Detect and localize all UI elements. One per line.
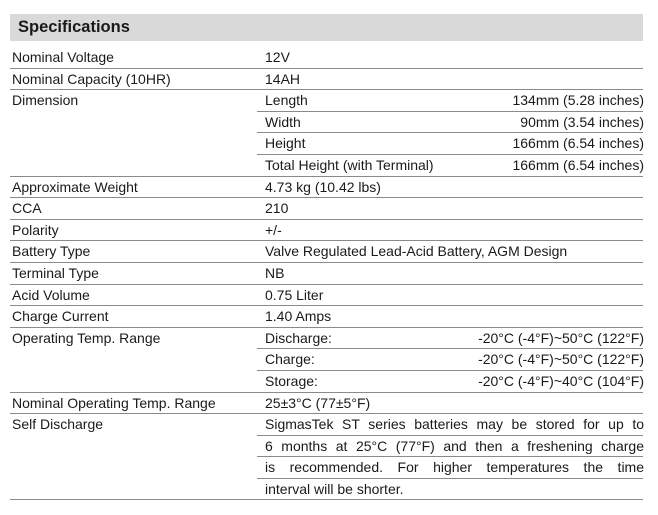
spec-value: 14AH bbox=[265, 70, 301, 87]
spec-row bbox=[0, 285, 658, 307]
spec-value: 210 bbox=[265, 200, 289, 217]
spec-text: SigmasTek ST series batteries may be stored for up to bbox=[265, 416, 644, 433]
spec-row bbox=[0, 414, 658, 436]
spec-label: Terminal Type bbox=[12, 264, 99, 281]
spec-value: 4.73 kg (10.42 lbs) bbox=[265, 178, 381, 195]
spec-row bbox=[0, 47, 658, 69]
spec-value: 25±3°C (77±5°F) bbox=[265, 394, 371, 411]
section-header bbox=[10, 14, 643, 41]
spec-value: -20°C (-4°F)~50°C (122°F) bbox=[478, 351, 644, 368]
spec-row bbox=[0, 112, 658, 134]
spec-label: Approximate Weight bbox=[12, 178, 138, 195]
spec-sublabel: Storage: bbox=[265, 372, 318, 389]
spec-value: -20°C (-4°F)~40°C (104°F) bbox=[478, 372, 644, 389]
spec-value: +/- bbox=[265, 221, 282, 238]
spec-value: 90mm (3.54 inches) bbox=[520, 113, 644, 130]
spec-text: interval will be shorter. bbox=[265, 480, 404, 497]
spec-table bbox=[0, 47, 658, 500]
spec-row bbox=[0, 436, 658, 458]
spec-value: 166mm (6.54 inches) bbox=[512, 135, 644, 152]
spec-value: NB bbox=[265, 264, 285, 281]
spec-value: 166mm (6.54 inches) bbox=[512, 156, 644, 173]
spec-sublabel: Height bbox=[265, 135, 306, 152]
row-divider bbox=[10, 499, 643, 500]
spec-label: Charge Current bbox=[12, 308, 109, 325]
spec-row bbox=[0, 90, 658, 112]
spec-value: -20°C (-4°F)~50°C (122°F) bbox=[478, 329, 644, 346]
spec-value: Valve Regulated Lead-Acid Battery, AGM Design bbox=[265, 243, 568, 260]
spec-row bbox=[0, 241, 658, 263]
spec-label: Polarity bbox=[12, 221, 59, 238]
spec-row bbox=[0, 457, 658, 479]
spec-sublabel: Total Height (with Terminal) bbox=[265, 156, 434, 173]
spec-row bbox=[0, 177, 658, 199]
spec-row bbox=[0, 328, 658, 350]
spec-label: Acid Volume bbox=[12, 286, 90, 303]
spec-label: Operating Temp. Range bbox=[12, 329, 161, 346]
spec-row bbox=[0, 220, 658, 242]
spec-row bbox=[0, 155, 658, 177]
spec-value: 1.40 Amps bbox=[265, 308, 332, 325]
spec-row bbox=[0, 349, 658, 371]
spec-row bbox=[0, 198, 658, 220]
spec-row bbox=[0, 479, 658, 501]
spec-text: 6 months at 25°C (77°F) and then a freshening charge bbox=[265, 437, 644, 454]
spec-row bbox=[0, 69, 658, 91]
spec-value: 12V bbox=[265, 49, 290, 65]
spec-value: 134mm (5.28 inches) bbox=[512, 92, 644, 109]
spec-sublabel: Length bbox=[265, 92, 308, 109]
spec-sublabel: Width bbox=[265, 113, 301, 130]
spec-label: Self Discharge bbox=[12, 416, 104, 433]
spec-label: CCA bbox=[12, 200, 42, 217]
spec-row bbox=[0, 306, 658, 328]
spec-sublabel: Charge: bbox=[265, 351, 315, 368]
spec-label: Dimension bbox=[12, 92, 79, 109]
spec-label: Nominal Voltage bbox=[12, 49, 114, 65]
spec-row bbox=[0, 371, 658, 393]
spec-text: is recommended. For higher temperatures the time bbox=[265, 459, 644, 476]
spec-label: Battery Type bbox=[12, 243, 91, 260]
spec-label: Nominal Capacity (10HR) bbox=[12, 70, 171, 87]
spec-label: Nominal Operating Temp. Range bbox=[12, 394, 216, 411]
section-title: Specifications bbox=[18, 18, 130, 36]
spec-sublabel: Discharge: bbox=[265, 329, 332, 346]
spec-row bbox=[0, 263, 658, 285]
spec-row bbox=[0, 133, 658, 155]
spec-value: 0.75 Liter bbox=[265, 286, 324, 303]
spec-row bbox=[0, 393, 658, 415]
